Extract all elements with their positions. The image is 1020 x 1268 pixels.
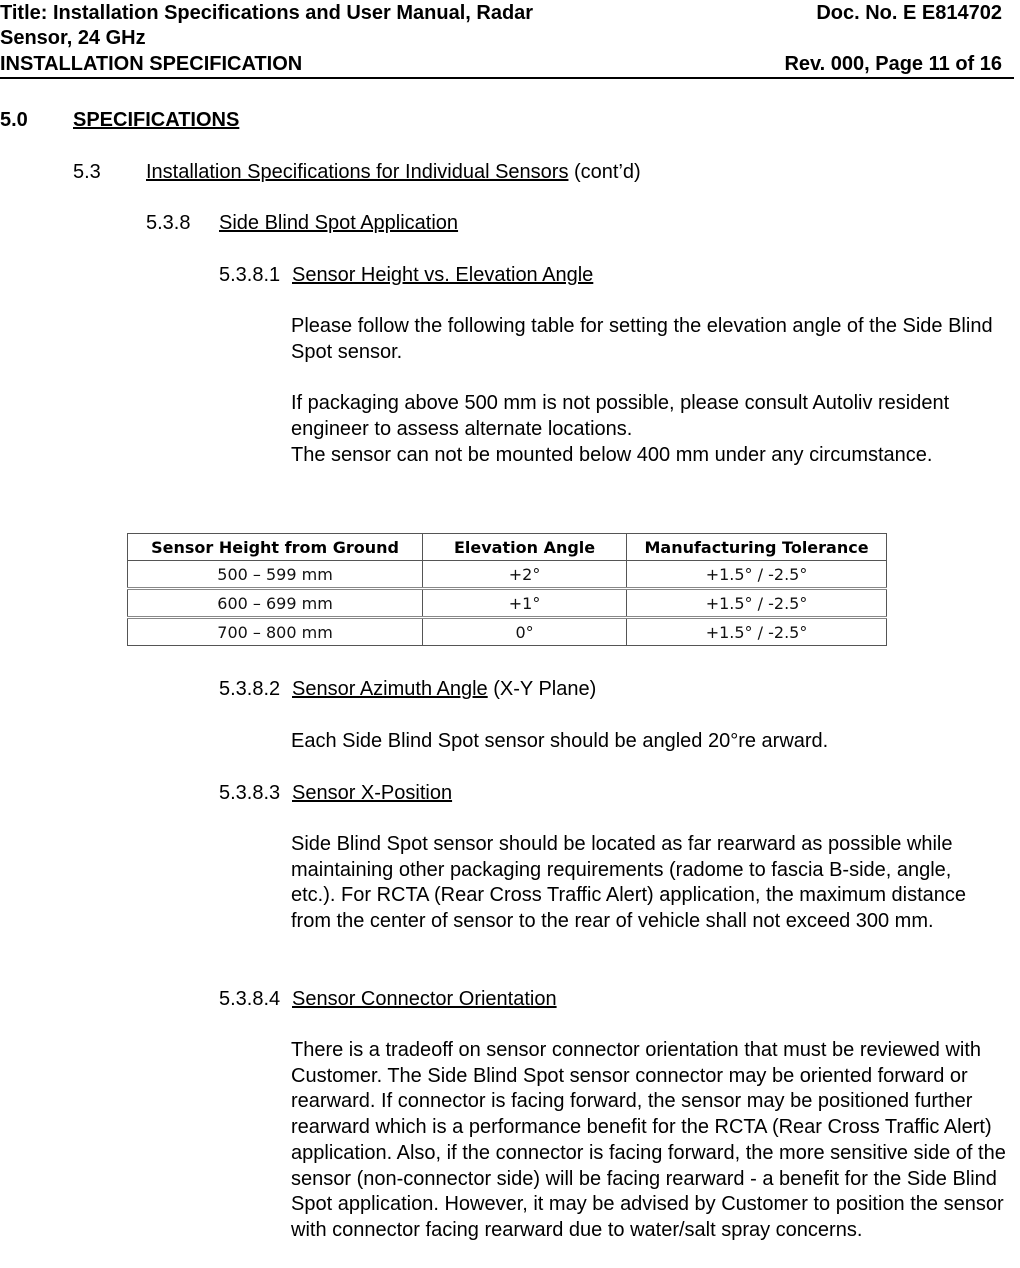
table-cell: 500 – 599 mm [128, 561, 423, 589]
table-header-row [128, 534, 887, 561]
section-number-5-3-8-2: 5.3.8.2 [219, 678, 281, 700]
section-number-5-3: 5.3 [73, 161, 101, 183]
paragraph-elevation-intro: Please follow the following table for setting the elevation angle of the Side Blind Spot sensor. [291, 315, 993, 363]
elevation-angle-table [127, 533, 887, 646]
paragraph-x-position: Side Blind Spot sensor should be located as far rearward as possible while maintaining other packaging requirements (radome to fascia B-side, angle, etc.). For RCTA (Rear Cross Traffic Alert) application, the maximum distance from the center of sensor to the rear of vehicle shall not exceed 300 mm. [291, 833, 967, 933]
section-suffix-5-3-8-2: (X-Y Plane) [487, 678, 597, 700]
section-suffix-5-3: (cont’d) [568, 161, 641, 183]
doc-number: Doc. No. E E814702 [816, 2, 1002, 24]
section-title-5-3-8-4: Sensor Connector Orientation [292, 988, 557, 1010]
section-title-5-3: Installation Specifications for Individual Sensors [146, 161, 569, 183]
section-title-5-3-8-1: Sensor Height vs. Elevation Angle [292, 264, 594, 286]
section-title-5-3-8-3: Sensor X-Position [292, 782, 453, 804]
doc-title-line2: Sensor, 24 GHz [0, 27, 146, 49]
table-cell: +1.5° / -2.5° [627, 561, 887, 589]
table-cell: +1.5° / -2.5° [627, 618, 887, 646]
header-rule [0, 77, 1014, 79]
section-number-5-3-8-3: 5.3.8.3 [219, 782, 281, 804]
table-row [128, 589, 887, 618]
paragraph-connector-orientation: There is a tradeoff on sensor connector orientation that must be reviewed with Customer. The Side Blind Spot sensor connector may be oriented forward or rearward. If connector is facing forward, the sensor may be positioned further rearward which is a performance benefit for the RCTA (Rear Cross Traffic Alert) application. Also, if the connector is facing forward, the more sensitive side of the sensor (non-connector side) will be facing rearward - a benefit for the Side Blind Spot application. However, it may be advised by Customer to position the sensor with connector facing rearward due to water/salt spray concerns. [291, 1039, 1006, 1241]
revision-page: Rev. 000, Page 11 of 16 [784, 53, 1002, 75]
table-cell: +1.5° / -2.5° [627, 589, 887, 618]
doc-section-label: INSTALLATION SPECIFICATION [0, 53, 303, 75]
section-title-specifications: SPECIFICATIONS [73, 109, 240, 131]
paragraph-azimuth: Each Side Blind Spot sensor should be angled 20°re arward. [291, 730, 829, 752]
table-cell: 0° [423, 618, 627, 646]
section-number-5-0: 5.0 [0, 109, 28, 131]
table-header-tolerance: Manufacturing Tolerance [627, 534, 887, 561]
table-header-height: Sensor Height from Ground [128, 534, 423, 561]
table-cell: 700 – 800 mm [128, 618, 423, 646]
section-heading-5-3 [146, 159, 641, 185]
section-number-5-3-8: 5.3.8 [146, 212, 191, 234]
section-heading-5-3-8-2 [292, 676, 596, 702]
table-header-elevation: Elevation Angle [423, 534, 627, 561]
paragraph-packaging-note: If packaging above 500 mm is not possible, please consult Autoliv resident engineer to assess alternate locations. [291, 392, 950, 440]
table-cell: 600 – 699 mm [128, 589, 423, 618]
paragraph-mounting-limit: The sensor can not be mounted below 400 mm under any circumstance. [291, 444, 933, 466]
table-row [128, 561, 887, 589]
table-cell: +1° [423, 589, 627, 618]
table-row [128, 618, 887, 646]
section-number-5-3-8-4: 5.3.8.4 [219, 988, 281, 1010]
section-number-5-3-8-1: 5.3.8.1 [219, 264, 281, 286]
doc-title-line1: Title: Installation Specifications and User Manual, Radar [0, 2, 534, 24]
section-title-5-3-8: Side Blind Spot Application [219, 212, 459, 234]
section-title-5-3-8-2: Sensor Azimuth Angle [292, 678, 488, 700]
table-cell: +2° [423, 561, 627, 589]
